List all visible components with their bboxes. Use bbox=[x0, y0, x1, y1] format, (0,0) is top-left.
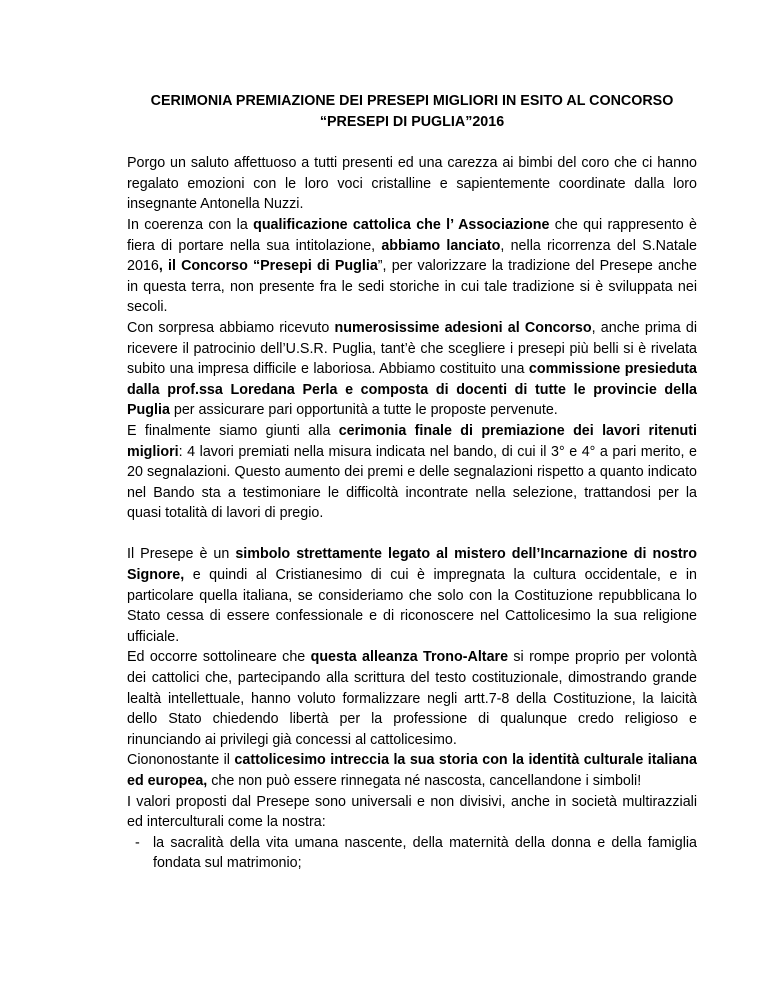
paragraph-association: In coerenza con la qualificazione cattolica che l’ Associazione che qui rappresento è fiera di portare nella sua intitolazione, abbiamo lanciato, nella ricorrenza del S.Natale 2016, il Concorso “Presepi di Puglia”, per valorizzare la tradizione del Presepe anche in questa terra, non presente fra le sedi storiche in cui tale tradizione si è sviluppata nei secoli. bbox=[127, 216, 697, 316]
list-item-text: la sacralità della vita umana nascente, della maternità della donna e della famiglia fondata sul matrimonio; bbox=[153, 834, 697, 872]
paragraph-alliance: Ed occorre sottolineare che questa alleanza Trono-Altare si rompe proprio per volontà dei cattolici che, partecipando alla scrittura del testo costituzionale, dimostrando grande lealtà intellettuale, hanno voluto formalizzare negli artt.7-8 della Costituzione, la laicità dello Stato chiedendo libertà per la professione di qualunque credo religioso e rinunciando ai privilegi già concessi al cattolicesimo. bbox=[127, 649, 697, 748]
title-line-2: “PRESEPI DI PUGLIA”2016 bbox=[319, 113, 505, 130]
paragraph-symbol: Il Presepe è un simbolo strettamente legato al mistero dell’Incarnazione di nostro Signore, e quindi al Cristianesimo di cui è impregnata la cultura occidentale, e in particolare quella italiana, se consideriamo che solo con la Costituzione repubblicana lo Stato cessa di essere confessionale e di riconoscere nel Cattolicesimo la sua religione ufficiale. bbox=[127, 546, 697, 645]
values-list bbox=[127, 833, 697, 874]
document-page bbox=[127, 91, 697, 874]
paragraph-spacer bbox=[127, 524, 697, 545]
paragraph-identity: Ciononostante il cattolicesimo intreccia la sua storia con la identità culturale italiana ed europea, che non può essere rinnegata né nascosta, cancellandone i simboli! bbox=[127, 752, 697, 789]
list-dash: - bbox=[135, 834, 140, 851]
paragraph-ceremony: E finalmente siamo giunti alla cerimonia finale di premiazione dei lavori ritenuti migliori: 4 lavori premiati nella misura indicata nel bando, di cui il 3° e 4° a pari merito, e 20 segnalazioni. Questo aumento dei premi e delle segnalazioni rispetto a quanto indicato nel Bando sta a testimoniare le difficoltà incontrate nella selezione, trattandosi per la quasi totalità di lavori di pregio. bbox=[127, 422, 697, 522]
paragraph-adhesions: Con sorpresa abbiamo ricevuto numerosissime adesioni al Concorso, anche prima di ricevere il patrocinio dell’U.S.R. Puglia, tant’è che scegliere i presepi più belli si è rivelata subito una impresa difficile e laboriosa. Abbiamo costituito una commissione presieduta dalla prof.ssa Loredana Perla e composta di docenti di tutte le provincie della Puglia per assicurare pari opportunità a tutte le proposte pervenute. bbox=[127, 319, 697, 419]
document-title bbox=[127, 91, 697, 132]
list-item bbox=[127, 833, 697, 874]
paragraph-greeting: Porgo un saluto affettuoso a tutti presenti ed una carezza ai bimbi del coro che ci hanno regalato emozioni con le loro voci cristalline e sapientemente coordinate dalla loro insegnante Antonella Nuzzi. bbox=[127, 155, 697, 213]
paragraph-values: I valori proposti dal Presepe sono universali e non divisivi, anche in società multirazziali ed interculturali come la nostra: bbox=[127, 793, 697, 831]
title-line-1: CERIMONIA PREMIAZIONE DEI PRESEPI MIGLIORI IN ESITO AL CONCORSO bbox=[150, 93, 674, 109]
